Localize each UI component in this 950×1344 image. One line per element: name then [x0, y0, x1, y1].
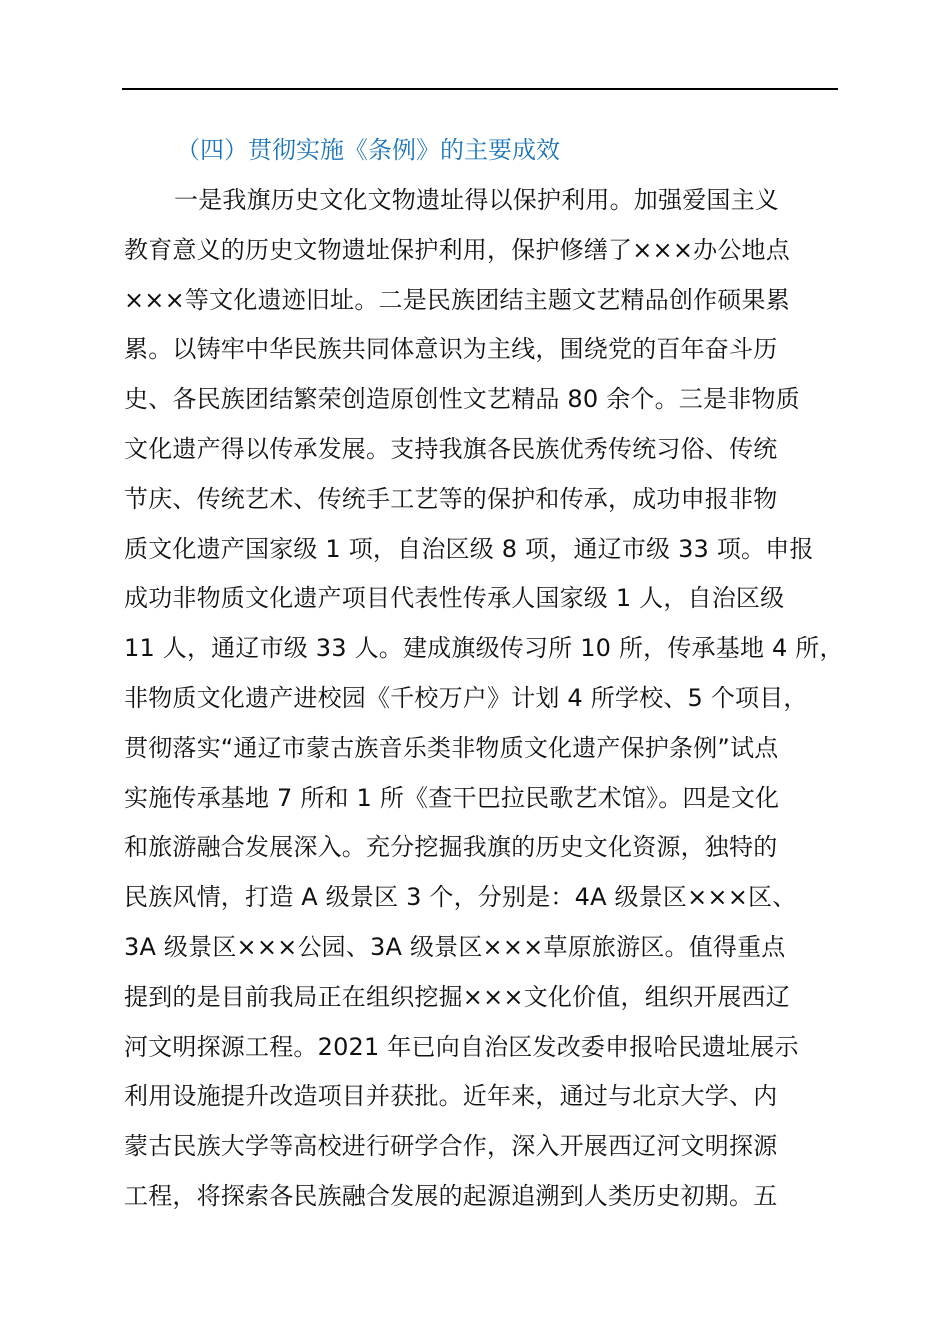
body-line: 实施传承基地 7 所和 1 所《查干巴拉民歌艺术馆》。四是文化	[124, 783, 780, 812]
body-line: 教育意义的历史文物遗址保护利用，保护修缮了×××办公地点	[124, 235, 790, 264]
body-line: 一是我旗历史文化文物遗址得以保护利用。加强爱国主义	[174, 186, 779, 214]
body-line: 史、各民族团结繁荣创造原创性文艺精品 80 余个。三是非物质	[124, 385, 800, 414]
body-line: 贯彻落实“通辽市蒙古族音乐类非物质文化遗产保护条例”试点	[124, 733, 779, 762]
body-line: 3A 级景区×××公园、3A 级景区×××草原旅游区。值得重点	[124, 932, 786, 961]
body-line: 提到的是目前我局正在组织挖掘×××文化价值，组织开展西辽	[124, 982, 790, 1011]
body-line: 文化遗产得以传承发展。支持我旗各民族优秀传统习俗、传统	[124, 434, 778, 463]
body-line: 节庆、传统艺术、传统手工艺等的保护和传承，成功申报非物	[124, 484, 778, 513]
body-line: 累。以铸牢中华民族共同体意识为主线，围绕党的百年奋斗历	[124, 335, 778, 364]
body-line: 河文明探源工程。2021 年已向自治区发改委申报哈民遗址展示	[124, 1032, 799, 1061]
section-heading: （四）贯彻实施《条例》的主要成效	[176, 136, 560, 164]
body-line: 利用设施提升改造项目并获批。近年来，通过与北京大学、内	[124, 1082, 778, 1111]
body-line: 非物质文化遗产进校园《千校万户》计划 4 所学校、5 个项目，	[124, 683, 808, 712]
body-line: 民族风情，打造 A 级景区 3 个，分别是：4A 级景区×××区、	[124, 883, 797, 912]
body-line: 11 人，通辽市级 33 人。建成旗级传习所 10 所，传承基地 4 所，	[124, 634, 844, 663]
body-line: 蒙古民族大学等高校进行研学合作，深入开展西辽河文明探源	[124, 1132, 778, 1161]
body-line: 成功非物质文化遗产项目代表性传承人国家级 1 人，自治区级	[124, 584, 785, 613]
header-rule	[122, 88, 838, 90]
body-line: 和旅游融合发展深入。充分挖掘我旗的历史文化资源，独特的	[124, 833, 778, 862]
body-line: ×××等文化遗迹旧址。二是民族团结主题文艺精品创作硕果累	[124, 285, 790, 314]
body-paragraph	[124, 176, 844, 1222]
body-line: 质文化遗产国家级 1 项，自治区级 8 项，通辽市级 33 项。申报	[124, 534, 814, 563]
body-line: 工程，将探索各民族融合发展的起源追溯到人类历史初期。五	[124, 1181, 778, 1210]
